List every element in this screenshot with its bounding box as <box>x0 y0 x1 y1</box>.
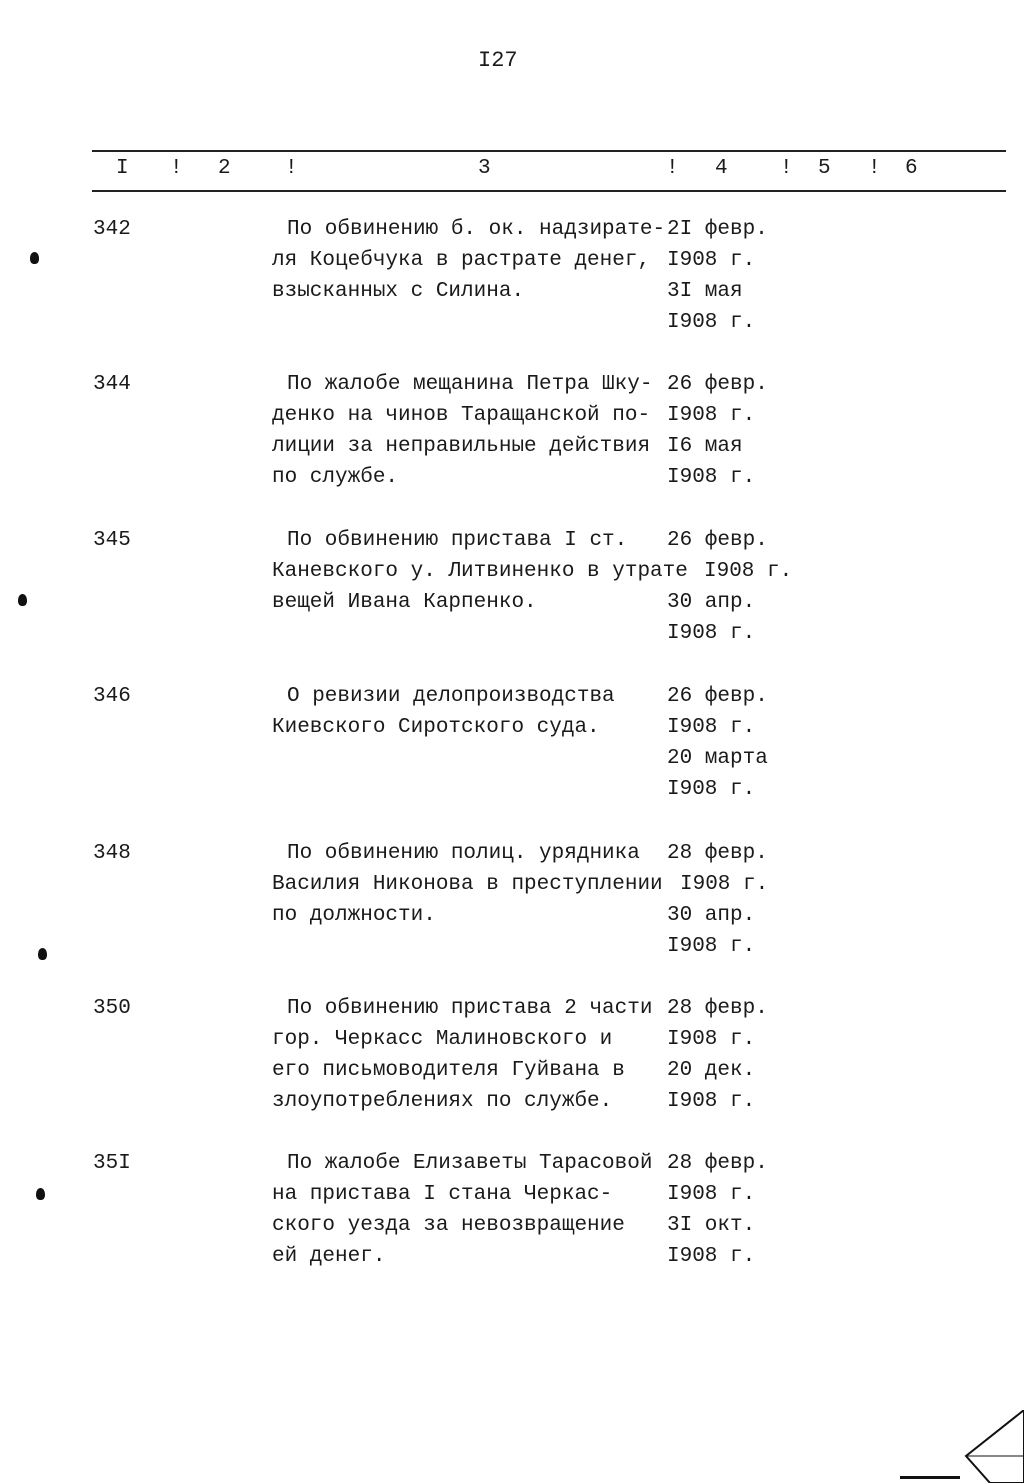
case-date-line: I908 г. <box>667 404 756 427</box>
case-description-line: Киевского Сиротского суда. <box>272 716 600 739</box>
case-description-line: по службе. <box>272 466 399 489</box>
case-date-line: 20 дек. <box>667 1059 756 1082</box>
case-description-line: По обвинению пристава I ст. <box>287 529 628 552</box>
table-row <box>0 685 1024 815</box>
table-row <box>0 373 1024 503</box>
column-header-3: 3 <box>478 157 491 180</box>
case-number: 350 <box>93 997 131 1020</box>
column-separator: ! <box>170 157 183 180</box>
table-bottom-rule <box>92 190 1006 192</box>
column-separator: ! <box>780 157 793 180</box>
case-date-line: 26 февр. <box>667 529 768 552</box>
case-number: 344 <box>93 373 131 396</box>
case-date-line: I908 г. <box>667 935 756 958</box>
table-row <box>0 218 1024 348</box>
column-separator: ! <box>666 157 679 180</box>
case-date-line: 2I февр. <box>667 218 768 241</box>
case-date-line: I908 г. <box>704 560 793 583</box>
table-row <box>0 997 1024 1127</box>
case-date-line: 30 апр. <box>667 904 756 927</box>
table-row <box>0 529 1024 659</box>
case-date-line: 3I мая <box>667 280 743 303</box>
case-date-line: I908 г. <box>667 716 756 739</box>
column-header-5: 5 <box>818 157 831 180</box>
case-date-line: I908 г. <box>667 1090 756 1113</box>
case-description-line: ского уезда за невозвращение <box>272 1214 625 1237</box>
case-description-line: По жалобе мещанина Петра Шку- <box>287 373 653 396</box>
case-description-line: его письмоводителя Гуйвана в <box>272 1059 625 1082</box>
column-header-6: 6 <box>905 157 918 180</box>
binding-hole-mark <box>36 1188 45 1200</box>
case-description-line: злоупотреблениях по службе. <box>272 1090 613 1113</box>
case-description-line: По жалобе Елизаветы Тарасовой <box>287 1152 653 1175</box>
case-description-line: гор. Черкасс Малиновского и <box>272 1028 613 1051</box>
case-date-line: I908 г. <box>667 1245 756 1268</box>
case-date-line: 30 апр. <box>667 591 756 614</box>
case-description-line: взысканных с Силина. <box>272 280 525 303</box>
column-separator: ! <box>285 157 298 180</box>
case-description-line: Каневского у. Литвиненко в утрате <box>272 560 688 583</box>
case-date-line: I6 мая <box>667 435 743 458</box>
case-date-line: I908 г. <box>667 1028 756 1051</box>
case-date-line: I908 г. <box>667 311 756 334</box>
binding-hole-mark <box>38 948 47 960</box>
binding-hole-mark <box>18 594 27 606</box>
case-date-line: 26 февр. <box>667 373 768 396</box>
case-date-line: I908 г. <box>667 778 756 801</box>
case-description-line: Василия Никонова в преступлении <box>272 873 663 896</box>
case-date-line: 28 февр. <box>667 997 768 1020</box>
case-number: 35I <box>93 1152 131 1175</box>
case-description-line: По обвинению полиц. урядника <box>287 842 640 865</box>
case-number: 345 <box>93 529 131 552</box>
case-date-line: 28 февр. <box>667 842 768 865</box>
case-description-line: на пристава I стана Черкас- <box>272 1183 613 1206</box>
case-date-line: I908 г. <box>667 466 756 489</box>
case-description-line: вещей Ивана Карпенко. <box>272 591 537 614</box>
case-description-line: По обвинению б. ок. надзирате- <box>287 218 666 241</box>
case-description-line: ей денег. <box>272 1245 386 1268</box>
case-date-line: 28 февр. <box>667 1152 768 1175</box>
page-bottom-shadow <box>900 1476 960 1479</box>
case-date-line: I908 г. <box>667 249 756 272</box>
page-corner-fold <box>960 1410 1024 1483</box>
case-number: 348 <box>93 842 131 865</box>
table-row <box>0 842 1024 972</box>
case-description-line: денко на чинов Таращанской по- <box>272 404 651 427</box>
case-description-line: О ревизии делопроизводства <box>287 685 615 708</box>
column-separator: ! <box>868 157 881 180</box>
case-date-line: 3I окт. <box>667 1214 756 1237</box>
binding-hole-mark <box>30 252 39 264</box>
case-number: 346 <box>93 685 131 708</box>
column-header-4: 4 <box>715 157 728 180</box>
case-date-line: I908 г. <box>680 873 769 896</box>
table-top-rule <box>92 150 1006 152</box>
column-header-2: 2 <box>218 157 231 180</box>
case-date-line: 20 марта <box>667 747 768 770</box>
case-date-line: I908 г. <box>667 622 756 645</box>
table-row <box>0 1152 1024 1282</box>
case-description-line: ля Коцебчука в растрате денег, <box>272 249 651 272</box>
case-number: 342 <box>93 218 131 241</box>
case-date-line: 26 февр. <box>667 685 768 708</box>
column-header-1: I <box>116 157 129 180</box>
case-description-line: по должности. <box>272 904 436 927</box>
case-date-line: I908 г. <box>667 1183 756 1206</box>
case-description-line: По обвинению пристава 2 части <box>287 997 653 1020</box>
case-description-line: лиции за неправильные действия <box>272 435 651 458</box>
page-number: I27 <box>478 48 518 73</box>
